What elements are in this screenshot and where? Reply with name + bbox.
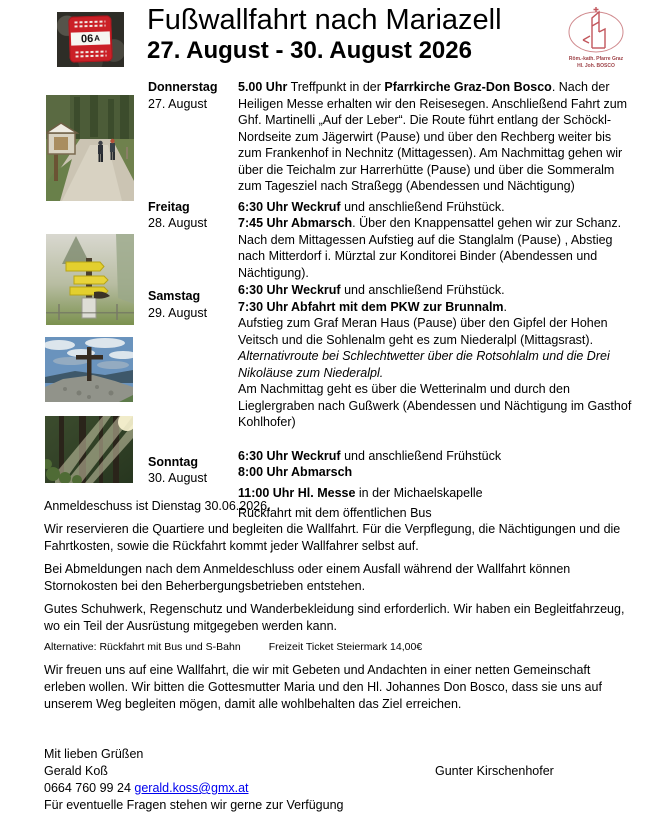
trail-code-main: 06 bbox=[80, 32, 94, 45]
note-paragraph: Gutes Schuhwerk, Regenschutz und Wanderbekleidung sind erforderlich. Wir haben ein Begleitfahrzeug, wo ein Teil der Ausrüstung mitgegeben werden kann. bbox=[44, 602, 625, 633]
itinerary-paragraph: 6:30 Uhr Weckruf und anschließend Frühstück bbox=[238, 448, 502, 463]
phone-number: 0664 760 99 24 bbox=[44, 781, 135, 795]
notes-section bbox=[44, 498, 632, 719]
itinerary-day-row bbox=[148, 79, 634, 195]
footer-closing: Für eventuelle Fragen stehen wir gerne zur Verfügung bbox=[44, 798, 344, 812]
itinerary-paragraph: 6:30 Uhr Weckruf und anschließend Frühstück. bbox=[238, 199, 505, 214]
itinerary bbox=[148, 79, 634, 522]
church-icon bbox=[552, 6, 640, 56]
trail-marker-photo bbox=[57, 12, 124, 67]
photo-yellow-signposts bbox=[46, 234, 134, 325]
email-link[interactable]: gerald.koss@gmx.at bbox=[134, 781, 249, 795]
plaque-decor-line bbox=[76, 54, 107, 57]
day-label bbox=[148, 199, 238, 282]
plaque-decor-line bbox=[74, 20, 105, 23]
note-paragraph: Wir reservieren die Quartiere und begleiten die Wallfahrt. Für die Verpflegung, die Nächtigungen und die Fahrtkosten, sowie die Rückfahrt kommt jeder Wallfahrer selbst auf. bbox=[44, 522, 621, 553]
itinerary-paragraph: 7:45 Uhr Abmarsch. Über den Knappensattel gehen wir zur Schanz. Nach dem Mittagessen Aufstieg auf die Stanglalm (Pause) , Abstieg nach Mitterdorf i. Mürztal zur Konditorei Binder (Abendessen und Nächtigung). bbox=[238, 216, 622, 280]
itinerary-paragraph: Alternativroute bei Schlechtwetter über die Rotsohlalm und die Drei Nikoläuse zum Niederalpl. bbox=[238, 349, 610, 380]
footer-greeting: Mit lieben Grüßen bbox=[44, 747, 144, 761]
day-name: Sonntag bbox=[148, 454, 198, 469]
parish-logo bbox=[552, 6, 640, 69]
day-label bbox=[148, 282, 238, 431]
note-paragraph: Bei Abmeldungen nach dem Anmeldeschluss oder einem Ausfall während der Wallfahrt können Stornokosten bei den Beherbergungsbetrieben entstehen. bbox=[44, 562, 571, 593]
parish-name-line2: Hl. Joh. BOSCO bbox=[577, 62, 615, 69]
organizer-name-right: Gunter Kirschenhofer bbox=[435, 764, 554, 778]
page-title: Fußwallfahrt nach Mariazell bbox=[147, 4, 502, 36]
plaque-decor-line bbox=[75, 50, 106, 53]
itinerary-day-row bbox=[148, 282, 634, 431]
itinerary-paragraph: Aufstieg zum Graf Meran Haus (Pause) über den Gipfel der Hohen Veitsch und die Sohlenalm geht es zum Niederalpl (Mittagsrast). bbox=[238, 316, 608, 347]
note-alternative-small: Alternative: Rückfahrt mit Bus und S-Bahn Freizeit Ticket Steiermark 14,00€ bbox=[44, 641, 423, 653]
day-date: 30. August bbox=[148, 471, 208, 485]
day-name: Donnerstag bbox=[148, 80, 218, 94]
day-date: 27. August bbox=[148, 96, 208, 111]
day-name: Freitag bbox=[148, 199, 190, 214]
photo-hikers-trail bbox=[46, 95, 134, 201]
trail-marker-code bbox=[71, 31, 110, 45]
footer bbox=[44, 746, 604, 814]
trail-code-suffix: A bbox=[94, 33, 101, 43]
trail-marker-plaque bbox=[68, 15, 113, 62]
day-name: Samstag bbox=[148, 289, 201, 303]
photo-forest-path bbox=[45, 416, 133, 483]
itinerary-paragraph: Am Nachmittag geht es über die Wetterinalm und durch den Lieglergraben nach Gußwerk (Abendessen und Nächtigung im Gasthof Kohlhofer) bbox=[238, 382, 632, 429]
itinerary-paragraph: 5.00 Uhr Treffpunkt in der Pfarrkirche Graz-Don Bosco. Nach der Heiligen Messe erhalten wir den Reisesegen. Anschließend Fahrt zum Ghf. Martinelli „Auf der Leber“. Die Route führt entlang der Schöckl-Nordseite zum Jägerwirt (Pause) und über den Rechberg weiter bis zum Frankenhof in Nechnitz (Mittagessen). Am Nachmittag gehen wir über die Teichalm zur Harrerhütte (Pause) und über die Sommeralm zum Tagesziel nach Straßegg (Abendessen und Nächtigung) bbox=[238, 80, 628, 193]
day-date: 28. August bbox=[148, 216, 208, 230]
note-paragraph: Wir freuen uns auf eine Wallfahrt, die wir mit Gebeten und Andachten in einer netten Gemeinschaft erleben wollen. Wir bitten die Gottesmutter Maria und den Hl. Johannes Don Bosco, dass sie uns auf unserem Weg begleiten mögen, damit alle wohlbehalten das Ziel erreichen. bbox=[44, 663, 602, 711]
itinerary-paragraph: 8:00 Uhr Abmarsch bbox=[238, 465, 353, 479]
day-description bbox=[238, 282, 634, 431]
day-description bbox=[238, 79, 634, 195]
itinerary-paragraph: 6:30 Uhr Weckruf und anschließend Frühstück. bbox=[238, 283, 505, 297]
itinerary-day-row bbox=[148, 199, 634, 282]
photo-summit-cross bbox=[45, 337, 133, 402]
note-paragraph: Anmeldeschuss ist Dienstag 30.06.2026. bbox=[44, 499, 271, 513]
itinerary-paragraph: 7:30 Uhr Abfahrt mit dem PKW zur Brunnalm. bbox=[238, 299, 508, 314]
itinerary-paragraph: Rückfahrt mit dem öffentlichen Bus bbox=[238, 506, 432, 520]
day-label bbox=[148, 79, 238, 195]
date-range: 27. August - 30. August 2026 bbox=[147, 37, 472, 64]
parish-name-line1: Röm.-kath. Pfarre Graz bbox=[568, 56, 624, 62]
organizer-name-left: Gerald Koß bbox=[44, 764, 108, 778]
day-description bbox=[238, 199, 634, 282]
day-date: 29. August bbox=[148, 305, 208, 320]
plaque-decor-line bbox=[75, 24, 106, 27]
itinerary-paragraph: 11:00 Uhr Hl. Messe in der Michaelskapelle bbox=[238, 485, 483, 500]
